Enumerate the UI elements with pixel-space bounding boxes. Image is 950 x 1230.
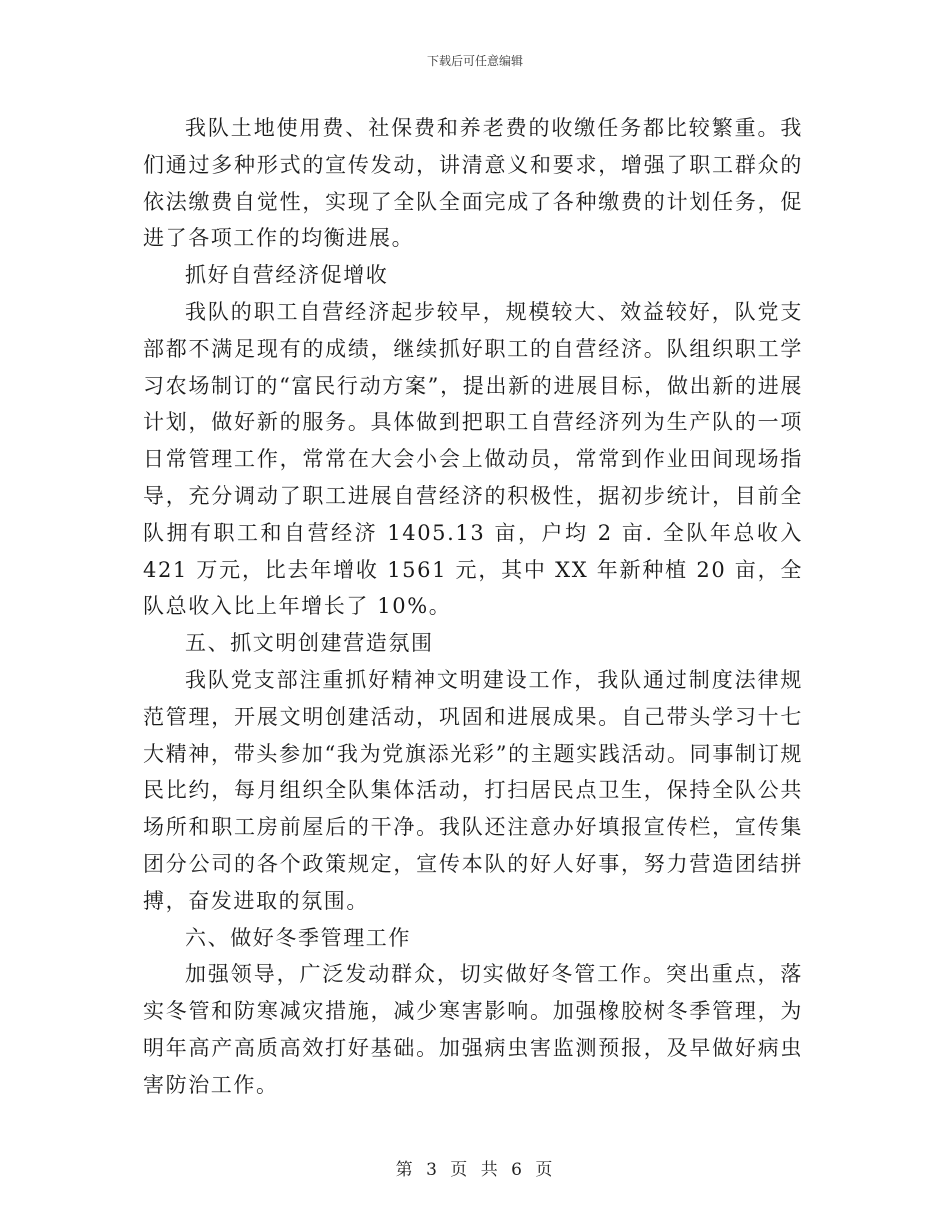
document-body [143,110,803,1104]
paragraph-fee-collection: 我队土地使用费、社保费和养老费的收缴任务都比较繁重。我们通过多种形式的宣传发动，讲清意义和要求，增强了职工群众的依法缴费自觉性，实现了全队全面完成了各种缴费的计划任务，促进了各项工作的均衡进展。 [143,116,803,251]
paragraph-self-run-economy: 我队的职工自营经济起步较早，规模较大、效益较好，队党支部都不满足现有的成绩，继续抓好职工的自营经济。队组织职工学习农场制订的“富民行动方案”，提出新的进展目标，做出新的进展计划，做好新的服务。具体做到把职工自营经济列为生产队的一项日常管理工作，常常在大会小会上做动员，常常到作业田间现场指导，充分调动了职工进展自营经济的积极性，据初步统计，目前全队拥有职工和自营经济 1405.13 亩，户均 2 亩. 全队年总收入 421 万元，比去年增收 1561 元，其中 XX 年新种植 20 亩，全队总收入比上年增长了 10%。 [143,299,803,619]
heading-self-run-economy: 抓好自营经济促增收 [185,263,389,288]
page-header: 下载后可任意编辑 [426,54,523,68]
heading-civilization: 五、抓文明创建营造氛围 [185,631,434,656]
paragraph-civilization: 我队党支部注重抓好精神文明建设工作，我队通过制度法律规范管理，开展文明创建活动，巩固和进展成果。自己带头学习十七大精神，带头参加“我为党旗添光彩”的主题实践活动。同事制订规民比约，每月组织全队集体活动，打扫居民点卫生，保持全队公共场所和职工房前屋后的干净。我队还注意办好填报宣传栏，宣传集团分公司的各个政策规定，宣传本队的好人好事，努力营造团结拼搏，奋发进取的氛围。 [143,667,803,913]
heading-winter-management: 六、做好冬季管理工作 [185,925,411,950]
page-number: 第 3 页 共 6 页 [395,1160,555,1180]
paragraph-winter-management: 加强领导，广泛发动群众，切实做好冬管工作。突出重点，落实冬管和防寒减灾措施，减少寒害影响。加强橡胶树冬季管理，为明年高产高质高效打好基础。加强病虫害监测预报，及早做好病虫害防治工作。 [143,962,803,1097]
